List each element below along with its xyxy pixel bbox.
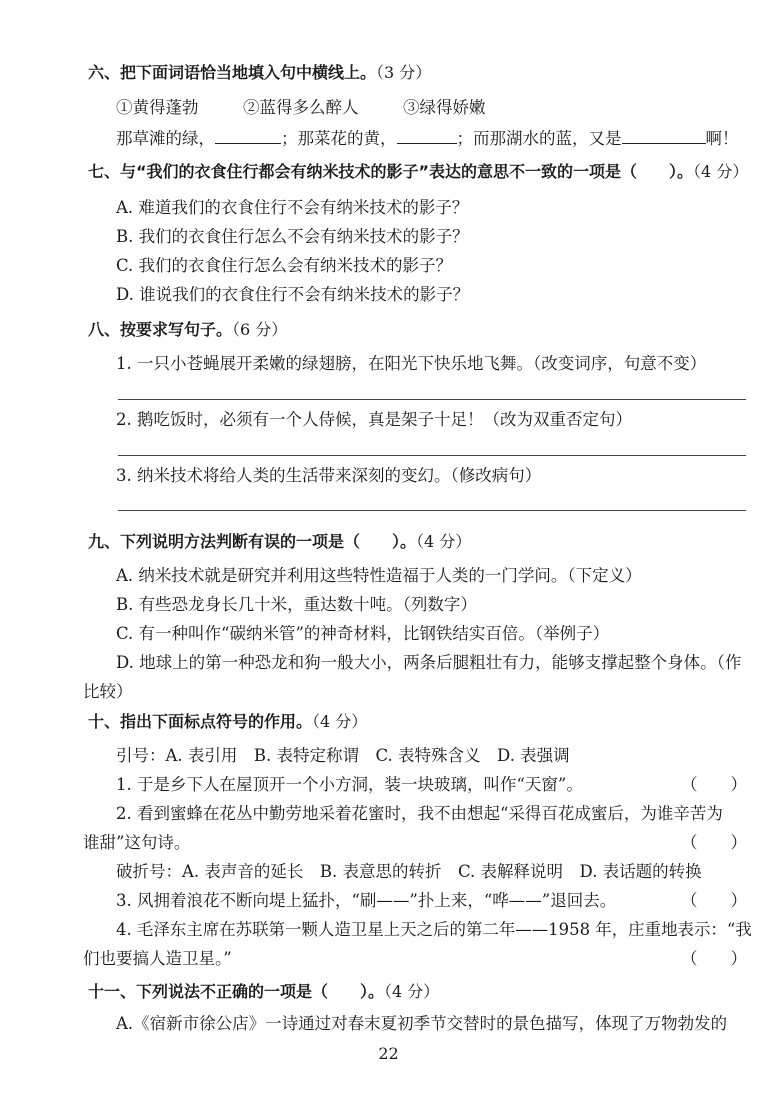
q6-option-1: ①黄得蓬勃 <box>116 98 199 117</box>
q7-heading <box>88 160 748 184</box>
q9-option-d: D. 地球上的第一种恐龙和狗一般大小，两条后腿粗壮有力，能够支撑起整个身体。（作 <box>116 653 742 672</box>
q10-answer-2[interactable]: （ ） <box>681 833 747 852</box>
q7-option-c: C. 我们的衣食住行怎么会有纳米技术的影子？ <box>116 256 453 275</box>
q7-option-d: D. 谁说我们的衣食住行不会有纳米技术的影子？ <box>116 285 470 304</box>
q7-points: （4 分） <box>693 162 749 181</box>
q6-blank-3[interactable] <box>622 126 706 144</box>
q10-item-2-cont: 谁甜”这句诗。 <box>83 833 191 852</box>
q10-item-3: 3. 风拥着浪花不断向堤上猛扑，“刷——”扑上来，“哗——”退回去。 <box>116 891 617 910</box>
q8-points: （6 分） <box>232 320 288 339</box>
q9-heading <box>88 530 471 554</box>
q6-points: （3 分） <box>376 63 432 82</box>
q8-item-3: 3. 纳米技术将给人类的生活带来深刻的变幻。（修改病句） <box>116 466 542 485</box>
q10-answer-4[interactable]: （ ） <box>681 949 747 968</box>
q10-item-4: 4. 毛泽东主席在苏联第一颗人造卫星上天之后的第二年——1958 年，庄重地表示：“我 <box>116 920 752 939</box>
q10-item-1: 1. 于是乡下人在屋顶开一个小方洞，装一块玻璃，叫作“天窗”。 <box>116 775 583 794</box>
q9-option-d-cont: 比较） <box>83 682 133 701</box>
q10-answer-3[interactable]: （ ） <box>681 891 747 910</box>
q9-option-c: C. 有一种叫作“碳纳米管”的神奇材料，比钢铁结实百倍。（举例子） <box>116 624 610 643</box>
q8-answer-line-3[interactable] <box>118 510 746 511</box>
q10-dash-label: 破折号：A. 表声音的延长 B. 表意思的转折 C. 表解释说明 D. 表话题的转换 <box>116 862 702 881</box>
q6-heading <box>88 61 431 85</box>
q10-quote-label: 引号：A. 表引用 B. 表特定称谓 C. 表特殊含义 D. 表强调 <box>116 746 570 765</box>
q9-option-a: A. 纳米技术就是研究并利用这些特性造福于人类的一门学问。（下定义） <box>116 566 642 585</box>
q10-item-2: 2. 看到蜜蜂在花丛中勤劳地采着花蜜时，我不由想起“采得百花成蜜后，为谁辛苦为 <box>116 804 723 823</box>
q7-title: 七、与“我们的衣食住行都会有纳米技术的影子”表达的意思不一致的一项是（ ）。 <box>88 162 694 181</box>
q10-answer-1[interactable]: （ ） <box>681 775 747 794</box>
q6-sentence-part-3: ；而那湖水的蓝，又是 <box>456 129 622 148</box>
q6-options <box>116 96 486 120</box>
q11-title: 十一、下列说法不正确的一项是（ ）。 <box>88 982 385 1001</box>
q11-points: （4 分） <box>384 982 440 1001</box>
q6-sentence-part-2: ；那菜花的黄， <box>281 129 397 148</box>
q8-answer-line-1[interactable] <box>118 399 746 400</box>
q6-option-3: ③绿得娇嫩 <box>403 98 486 117</box>
q7-option-b: B. 我们的衣食住行怎么不会有纳米技术的影子？ <box>116 227 469 246</box>
q6-title: 六、把下面词语恰当地填入句中横线上。 <box>88 63 377 82</box>
q11-heading <box>88 980 439 1004</box>
q10-points: （4 分） <box>312 712 368 731</box>
q6-sentence-part-1: 那草滩的绿， <box>116 129 215 148</box>
q8-answer-line-2[interactable] <box>118 455 746 456</box>
q9-option-b: B. 有些恐龙身长几十米，重达数十吨。（列数字） <box>116 595 477 614</box>
q11-option-a: A.《宿新市徐公店》一诗通过对春末夏初季节交替时的景色描写，体现了万物勃发的 <box>116 1014 728 1033</box>
q8-title: 八、按要求写句子。 <box>88 320 233 339</box>
q6-option-2: ②蓝得多么醉人 <box>243 98 359 117</box>
q8-item-2: 2. 鹅吃饭时，必须有一个人侍候，真是架子十足！（改为双重否定句） <box>116 410 632 429</box>
page-number: 22 <box>378 1044 399 1063</box>
q10-item-4-cont: 们也要搞人造卫星。” <box>83 949 232 968</box>
q9-points: （4 分） <box>416 532 472 551</box>
q6-sentence-part-4: 啊！ <box>705 129 739 148</box>
q6-blank-1[interactable] <box>215 126 281 144</box>
q10-heading <box>88 710 367 734</box>
q7-option-a: A. 难道我们的衣食住行不会有纳米技术的影子？ <box>116 198 469 217</box>
q10-title: 十、指出下面标点符号的作用。 <box>88 712 313 731</box>
q6-sentence <box>116 126 739 150</box>
q9-title: 九、下列说明方法判断有误的一项是（ ）。 <box>88 532 417 551</box>
q8-heading <box>88 318 287 342</box>
q8-item-1: 1. 一只小苍蝇展开柔嫩的绿翅膀，在阳光下快乐地飞舞。（改变词序，句意不变） <box>116 354 707 373</box>
q6-blank-2[interactable] <box>397 126 457 144</box>
